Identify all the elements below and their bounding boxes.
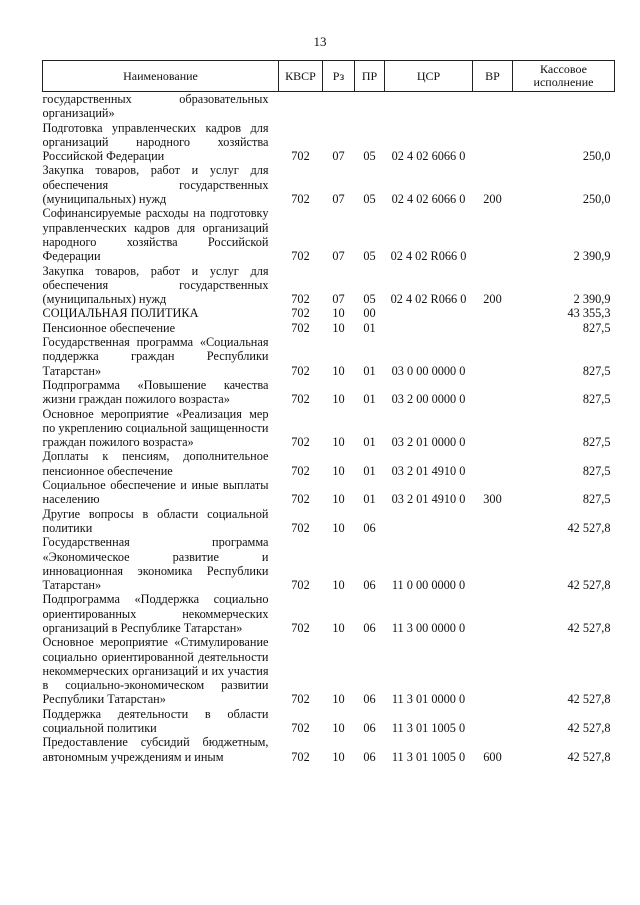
row-vr: 200	[483, 192, 502, 207]
row-kvsr: 702	[291, 149, 310, 164]
row-amount: 43 355,3	[567, 306, 611, 321]
table-row	[43, 92, 615, 121]
row-amount	[513, 92, 615, 121]
row-rz: 07	[332, 192, 345, 207]
row-kvsr: 702	[291, 363, 310, 378]
row-csr: 11 3 01 1005 0	[391, 749, 466, 764]
row-rz: 10	[332, 721, 345, 736]
column-header-name: Наименование	[43, 61, 279, 92]
row-vr	[473, 306, 513, 320]
column-header-kvsr: КВСР	[279, 61, 323, 92]
table-row	[43, 735, 615, 764]
row-rz: 10	[332, 692, 345, 707]
table-row	[43, 592, 615, 635]
row-name	[43, 163, 279, 206]
row-csr	[385, 507, 473, 536]
row-amount: 827,5	[582, 492, 611, 507]
row-name	[43, 635, 279, 706]
row-pr: 01	[363, 392, 376, 407]
row-csr: 03 2 01 0000 0	[391, 435, 466, 450]
row-vr	[473, 635, 513, 706]
row-csr: 11 3 00 0000 0	[391, 620, 466, 635]
row-amount: 827,5	[582, 435, 611, 450]
column-header-pr: ПР	[355, 61, 385, 92]
table-row	[43, 321, 615, 335]
row-pr: 01	[363, 320, 376, 335]
row-amount: 42 527,8	[567, 578, 611, 593]
row-name	[43, 707, 279, 736]
page-number: 13	[313, 34, 327, 49]
row-name-text: Доплаты к пенсиям, дополнительное пенсионное обеспечение	[42, 449, 269, 478]
row-pr: 01	[363, 492, 376, 507]
row-amount: 827,5	[582, 463, 611, 478]
row-name	[43, 264, 279, 307]
row-vr	[473, 707, 513, 736]
row-name	[43, 507, 279, 536]
row-name	[43, 592, 279, 635]
row-kvsr: 702	[291, 192, 310, 207]
row-kvsr: 702	[291, 692, 310, 707]
row-name-text: Другие вопросы в области социальной политики	[42, 506, 269, 535]
row-name	[43, 735, 279, 764]
row-kvsr: 702	[291, 320, 310, 335]
row-kvsr: 702	[291, 578, 310, 593]
budget-table	[42, 60, 615, 764]
row-pr: 01	[363, 435, 376, 450]
row-kvsr: 702	[291, 492, 310, 507]
row-rz: 10	[332, 578, 345, 593]
row-rz: 10	[332, 363, 345, 378]
column-header-csr: ЦСР	[385, 61, 473, 92]
row-csr: 11 3 01 0000 0	[391, 692, 466, 707]
row-rz: 10	[332, 520, 345, 535]
row-kvsr: 702	[291, 249, 310, 264]
row-name	[43, 478, 279, 507]
row-pr: 06	[363, 692, 376, 707]
row-rz: 10	[332, 492, 345, 507]
row-amount: 827,5	[582, 363, 611, 378]
row-pr: 06	[363, 749, 376, 764]
row-pr: 05	[363, 249, 376, 264]
row-amount: 42 527,8	[567, 620, 611, 635]
row-name	[43, 378, 279, 407]
row-name-text: Закупка товаров, работ и услуг для обеспечения государственных (муниципальных) нужд	[42, 263, 269, 307]
row-vr	[473, 592, 513, 635]
row-name	[43, 121, 279, 164]
row-csr: 02 4 02 R066 0	[390, 249, 467, 264]
row-vr	[473, 206, 513, 263]
row-pr: 06	[363, 620, 376, 635]
row-name	[43, 407, 279, 450]
row-name-text: Софинансируемые расходы на подготовку управленческих кадров для организаций народного хозяйства Российской Федерации	[42, 206, 269, 264]
row-rz: 10	[332, 749, 345, 764]
row-amount: 827,5	[582, 392, 611, 407]
column-header-vr: ВР	[473, 61, 513, 92]
table-row	[43, 407, 615, 450]
row-vr	[473, 335, 513, 378]
table-row	[43, 306, 615, 320]
row-pr: 01	[363, 363, 376, 378]
row-kvsr: 702	[291, 721, 310, 736]
table-row	[43, 206, 615, 263]
row-name-text: Закупка товаров, работ и услуг для обеспечения государственных (муниципальных) нужд	[42, 163, 269, 207]
row-name	[43, 306, 279, 320]
table-row	[43, 707, 615, 736]
row-name-text: Пенсионное обеспечение	[42, 320, 176, 335]
row-rz: 10	[332, 620, 345, 635]
row-name-text: Государственная программа «Экономическое развитие и инновационная экономика Республики Татарстан»	[42, 535, 269, 593]
row-pr	[355, 92, 385, 121]
row-kvsr: 702	[291, 435, 310, 450]
row-rz: 10	[332, 463, 345, 478]
row-pr: 05	[363, 192, 376, 207]
table-row	[43, 535, 615, 592]
row-kvsr: 702	[291, 463, 310, 478]
row-name-text: государственных образовательных организаций»	[42, 92, 269, 121]
row-kvsr: 702	[291, 620, 310, 635]
row-amount: 2 390,9	[573, 249, 611, 264]
row-name	[43, 449, 279, 478]
row-rz: 10	[332, 320, 345, 335]
row-amount: 827,5	[582, 320, 611, 335]
table-row	[43, 478, 615, 507]
row-pr: 00	[363, 306, 376, 321]
row-name-text: СОЦИАЛЬНАЯ ПОЛИТИКА	[42, 306, 199, 321]
row-name-text: Основное мероприятие «Реализация мер по укреплению социальной защищенности граждан пожилого возраста»	[42, 406, 269, 450]
table-row	[43, 335, 615, 378]
row-rz	[323, 92, 355, 121]
row-csr: 03 0 00 0000 0	[391, 363, 466, 378]
row-amount: 42 527,8	[567, 721, 611, 736]
column-header-rz: Рз	[323, 61, 355, 92]
row-kvsr: 702	[291, 292, 310, 307]
table-row	[43, 635, 615, 706]
table-row	[43, 507, 615, 536]
table-row	[43, 378, 615, 407]
row-kvsr: 702	[291, 520, 310, 535]
row-csr	[385, 321, 473, 335]
row-pr: 06	[363, 721, 376, 736]
row-csr: 02 4 02 6066 0	[391, 192, 466, 207]
row-csr: 11 0 00 0000 0	[391, 578, 466, 593]
row-name-text: Основное мероприятие «Стимулирование социально ориентированной деятельности некоммерческих организаций и их участия в социально-экономическом развитии Республики Татарстан»	[42, 635, 269, 707]
row-name	[43, 335, 279, 378]
row-csr: 02 4 02 6066 0	[391, 149, 466, 164]
row-name-text: Предоставление субсидий бюджетным, автономным учреждениям и иным	[42, 735, 269, 764]
row-vr	[473, 378, 513, 407]
row-vr	[473, 535, 513, 592]
row-name	[43, 321, 279, 335]
row-kvsr: 702	[291, 306, 310, 321]
row-name	[43, 206, 279, 263]
row-kvsr: 702	[291, 392, 310, 407]
row-rz: 07	[332, 149, 345, 164]
row-amount: 250,0	[582, 192, 611, 207]
row-csr: 03 2 01 4910 0	[391, 463, 466, 478]
row-name-text: Подпрограмма «Поддержка социально ориентированных некоммерческих организаций в Республике Татарстан»	[42, 592, 269, 635]
row-rz: 10	[332, 435, 345, 450]
row-name	[43, 92, 279, 121]
row-pr: 06	[363, 578, 376, 593]
table-row	[43, 121, 615, 164]
row-name-text: Подпрограмма «Повышение качества жизни граждан пожилого возраста»	[42, 377, 269, 407]
table-row	[43, 163, 615, 206]
table-row	[43, 264, 615, 307]
row-pr: 05	[363, 149, 376, 164]
row-name-text: Поддержка деятельности в области социальной политики	[42, 706, 269, 736]
row-rz: 10	[332, 306, 345, 321]
row-csr	[385, 306, 473, 320]
table-header-row	[43, 61, 615, 92]
table-row	[43, 449, 615, 478]
row-amount: 42 527,8	[567, 749, 611, 764]
row-name	[43, 535, 279, 592]
row-csr: 03 2 01 4910 0	[391, 492, 466, 507]
row-kvsr	[279, 92, 323, 121]
row-vr: 600	[483, 749, 502, 764]
row-pr: 01	[363, 463, 376, 478]
row-vr	[473, 321, 513, 335]
row-vr	[473, 92, 513, 121]
row-csr: 11 3 01 1005 0	[391, 721, 466, 736]
row-pr: 05	[363, 292, 376, 307]
row-pr: 06	[363, 520, 376, 535]
column-header-amount: Кассовое исполнение	[513, 61, 615, 92]
row-vr: 300	[483, 492, 502, 507]
row-kvsr: 702	[291, 749, 310, 764]
row-csr: 03 2 00 0000 0	[391, 392, 466, 407]
row-vr	[473, 407, 513, 450]
row-vr	[473, 507, 513, 536]
row-amount: 42 527,8	[567, 520, 611, 535]
row-vr	[473, 121, 513, 164]
row-csr	[385, 92, 473, 121]
row-vr: 200	[483, 292, 502, 307]
row-vr	[473, 449, 513, 478]
row-amount: 42 527,8	[567, 692, 611, 707]
row-name-text: Социальное обеспечение и иные выплаты населению	[42, 478, 269, 507]
row-name-text: Подготовка управленческих кадров для организаций народного хозяйства Российской Федерации	[42, 120, 269, 164]
row-rz: 07	[332, 249, 345, 264]
row-amount: 250,0	[582, 149, 611, 164]
row-rz: 07	[332, 292, 345, 307]
row-name-text: Государственная программа «Социальная поддержка граждан Республики Татарстан»	[42, 335, 269, 378]
row-csr: 02 4 02 R066 0	[390, 292, 467, 307]
row-rz: 10	[332, 392, 345, 407]
row-amount: 2 390,9	[573, 292, 611, 307]
